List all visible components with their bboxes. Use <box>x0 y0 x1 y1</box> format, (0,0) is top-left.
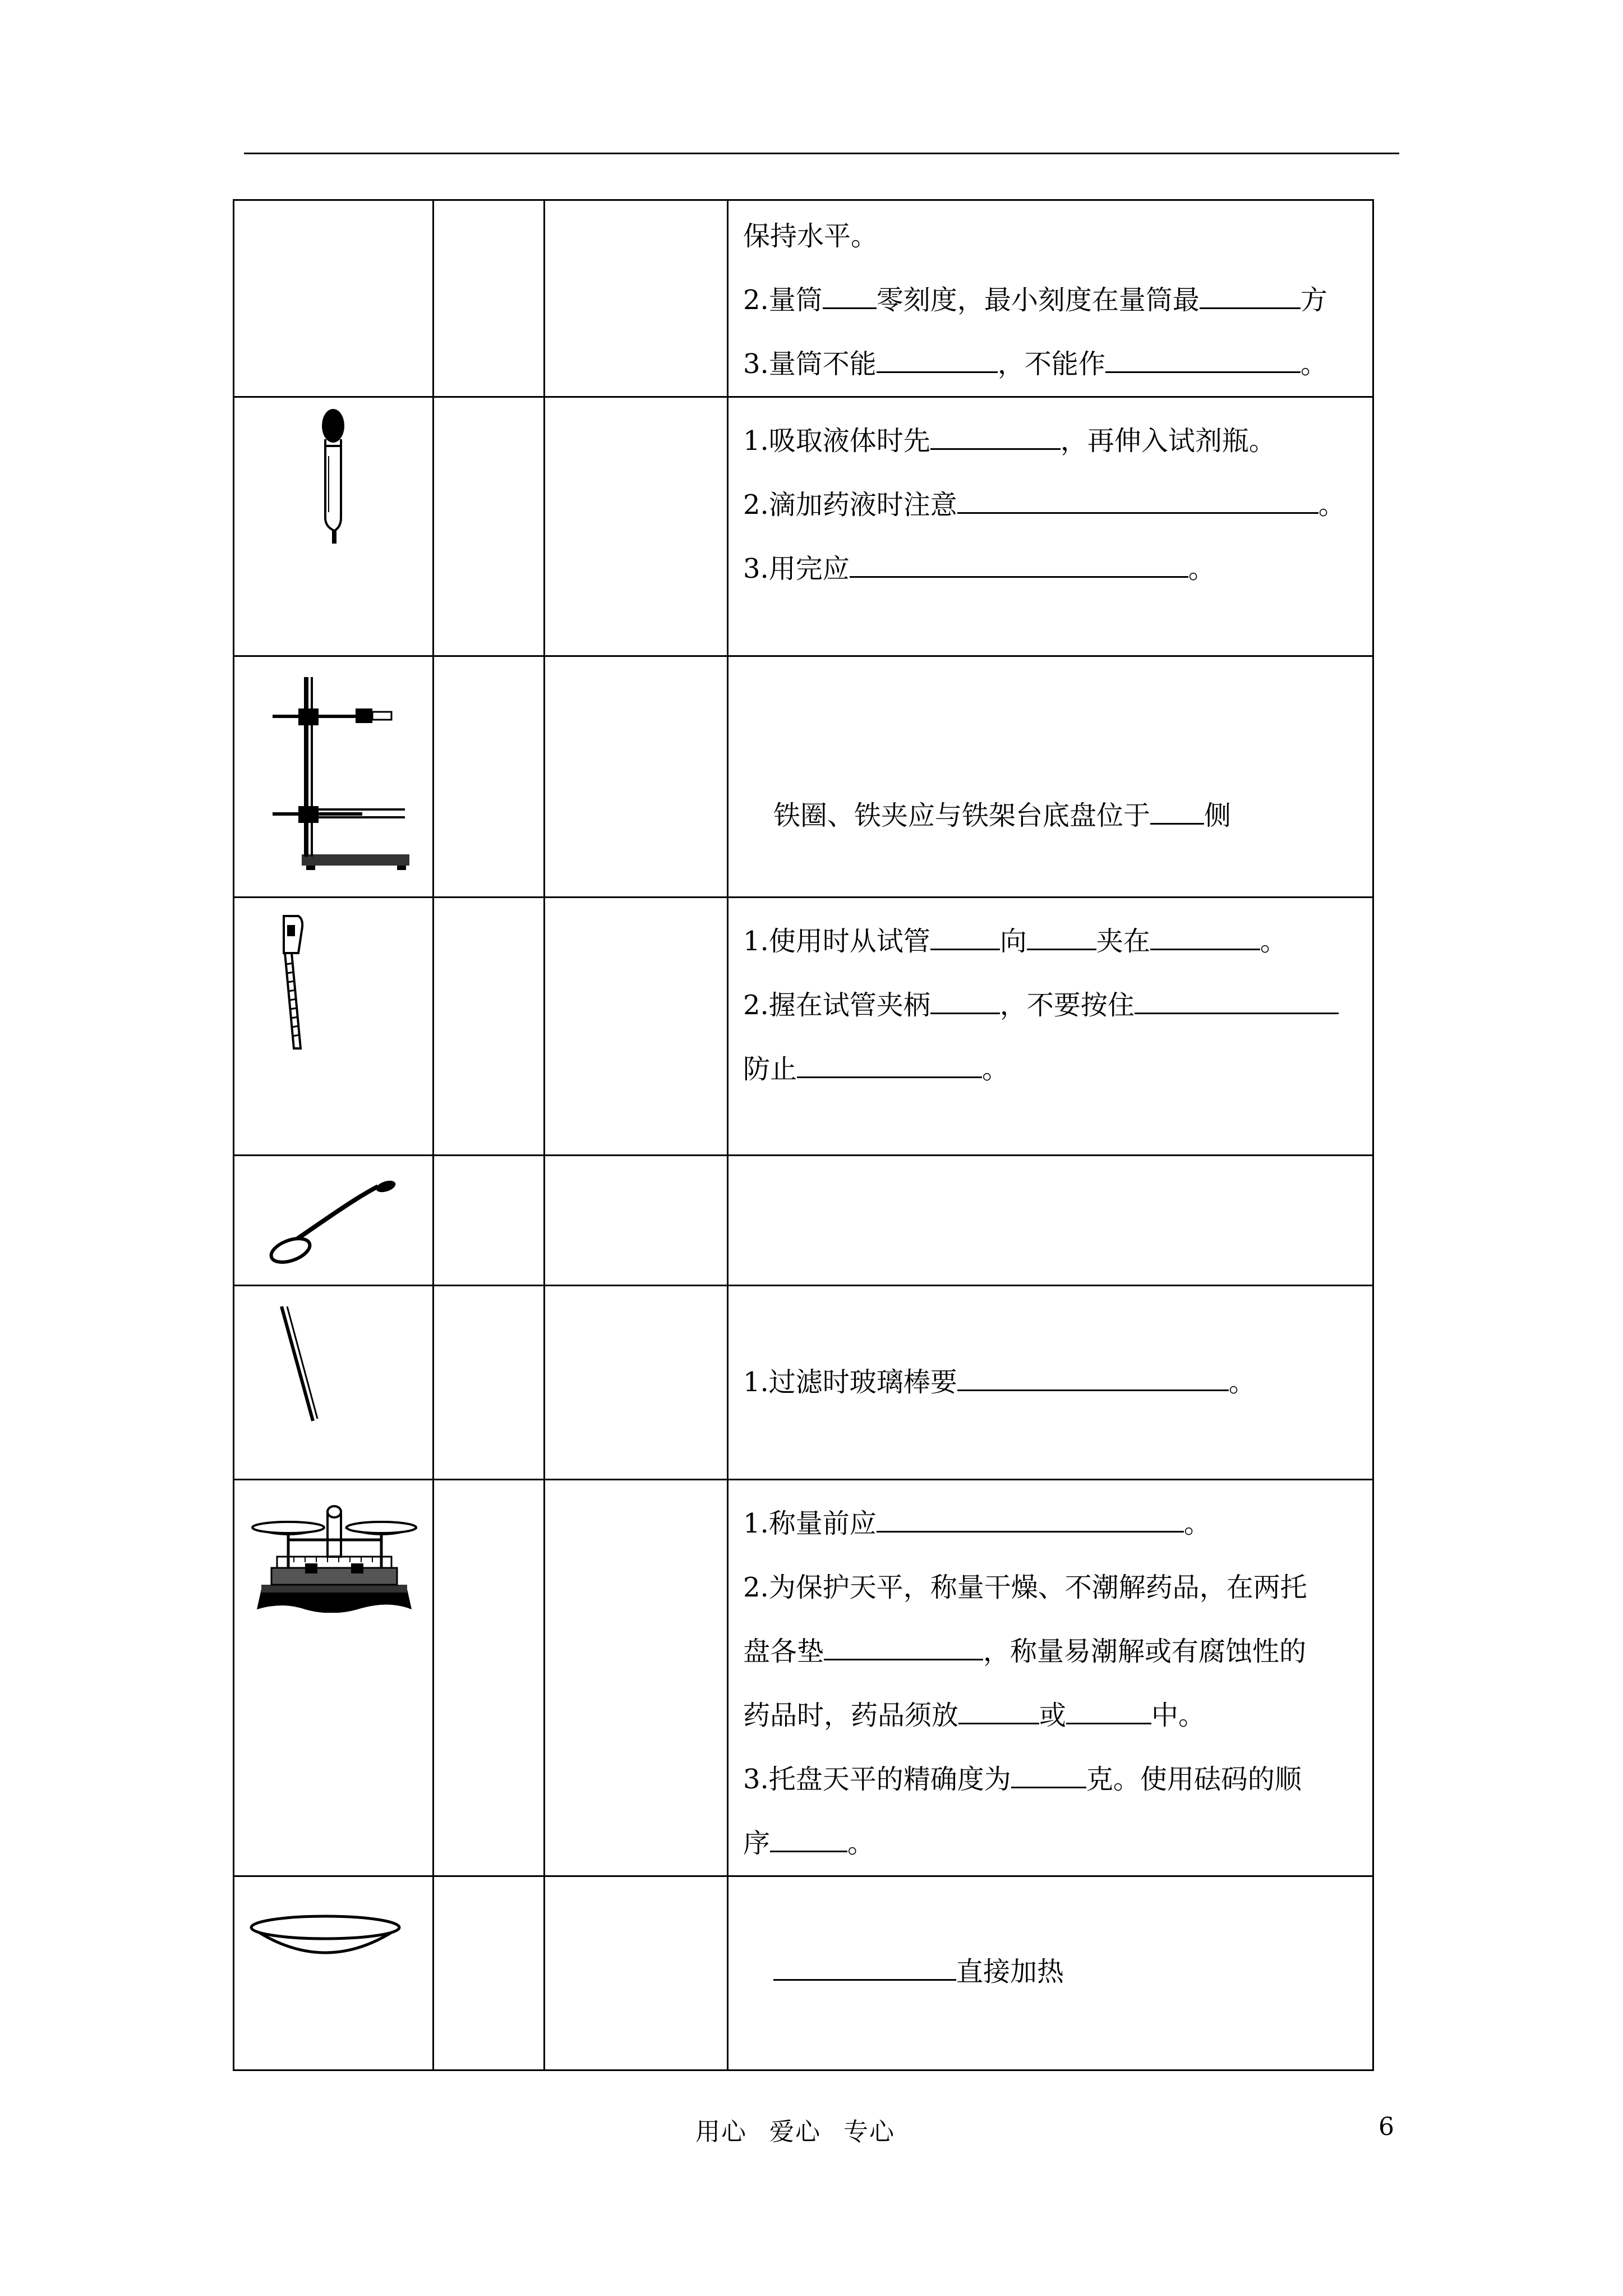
note-text: 3.用完应 <box>743 553 850 585</box>
instrument-image-cell <box>234 1480 434 1876</box>
note-text: 1.称量前应 <box>743 1508 877 1539</box>
instrument-image-cell <box>234 656 434 898</box>
fill-blank[interactable] <box>773 1948 956 1981</box>
note-text: 零刻度，最小刻度在量筒最 <box>876 284 1200 316</box>
notes-cell <box>728 1480 1373 1876</box>
note-text: 。 <box>1183 1508 1211 1539</box>
medicine-spoon-icon <box>266 1179 406 1268</box>
fill-blank[interactable] <box>824 1627 983 1660</box>
notes-cell <box>728 1286 1373 1480</box>
name-cell <box>434 898 545 1156</box>
notes-cell <box>728 397 1373 656</box>
note-text: 盘各垫 <box>743 1636 824 1667</box>
fill-blank[interactable] <box>877 1499 1184 1533</box>
notes-cell <box>728 656 1373 898</box>
fill-blank[interactable] <box>1066 1691 1151 1724</box>
table-row <box>234 1156 1373 1286</box>
fill-blank[interactable] <box>1200 276 1301 309</box>
note-text: 。 <box>1228 1366 1256 1398</box>
iron-stand-icon <box>273 677 413 877</box>
note-text: ，不能作 <box>997 348 1105 380</box>
instrument-table <box>233 199 1374 2071</box>
fill-blank[interactable] <box>930 981 1000 1014</box>
notes-cell <box>728 200 1373 397</box>
note-text: ，不要按住 <box>999 990 1135 1021</box>
note-text: 铁圈、铁夹应与铁架台底盘位于 <box>773 800 1151 831</box>
fill-blank[interactable] <box>877 340 998 373</box>
fill-blank[interactable] <box>1105 340 1301 373</box>
note-text: 3.托盘天平的精确度为 <box>743 1764 1011 1795</box>
note-text: 夹在 <box>1096 926 1150 957</box>
page-number: 6 <box>1378 2113 1394 2141</box>
note-text: 。 <box>847 1828 875 1859</box>
fill-blank[interactable] <box>770 1819 847 1852</box>
fill-blank[interactable] <box>797 1045 982 1078</box>
note-text: 2.量筒 <box>743 284 823 316</box>
motto-word: 专心 <box>843 2118 895 2146</box>
use-cell <box>545 397 728 656</box>
note-text: 。 <box>1300 348 1327 380</box>
note-text: 。 <box>1260 926 1287 957</box>
notes-cell <box>728 1876 1373 2070</box>
table-row <box>234 200 1373 397</box>
fill-blank[interactable] <box>1150 917 1260 950</box>
notes-cell <box>728 1156 1373 1286</box>
name-cell <box>434 397 545 656</box>
note-text: 药品时，药品须放 <box>743 1700 959 1731</box>
evaporating-dish-icon <box>247 1911 404 1967</box>
table-row <box>234 1876 1373 2070</box>
fill-blank[interactable] <box>957 481 1318 514</box>
use-cell <box>545 1480 728 1876</box>
note-text: 保持水平。 <box>743 220 878 252</box>
note-text: 2.握在试管夹柄 <box>743 990 930 1021</box>
fill-blank[interactable] <box>930 417 1061 450</box>
footer-motto <box>695 2111 917 2147</box>
glass-rod-icon <box>276 1303 321 1427</box>
note-text: 1.过滤时玻璃棒要 <box>743 1366 957 1398</box>
note-text: 2.滴加药液时注意 <box>743 489 957 521</box>
note-text: 1.使用时从试管 <box>743 926 930 957</box>
note-text: 1.吸取液体时先 <box>743 425 930 457</box>
instrument-image-cell <box>234 898 434 1156</box>
note-text: ，称量易潮解或有腐蚀性的 <box>983 1636 1307 1667</box>
fill-blank[interactable] <box>957 1358 1229 1391</box>
fill-blank[interactable] <box>850 545 1188 578</box>
dropper-icon <box>317 406 351 546</box>
name-cell <box>434 656 545 898</box>
fill-blank[interactable] <box>1027 917 1096 950</box>
table-row <box>234 656 1373 898</box>
note-text: 2.为保护天平，称量干燥、不潮解药品，在两托 <box>743 1572 1307 1603</box>
motto-word: 用心 <box>695 2118 747 2146</box>
header-rule <box>244 153 1399 154</box>
fill-blank[interactable] <box>1011 1755 1086 1788</box>
use-cell <box>545 656 728 898</box>
note-text: 。 <box>982 1053 1009 1085</box>
note-text: 序 <box>743 1828 771 1859</box>
instrument-image-cell <box>234 397 434 656</box>
fill-blank[interactable] <box>1135 981 1339 1014</box>
name-cell <box>434 1480 545 1876</box>
name-cell <box>434 1286 545 1480</box>
table-row <box>234 1480 1373 1876</box>
instrument-image-cell <box>234 1876 434 2070</box>
table-row <box>234 1286 1373 1480</box>
test-tube-holder-icon <box>276 914 310 1054</box>
notes-cell <box>728 898 1373 1156</box>
instrument-image-cell <box>234 200 434 397</box>
note-text: 或 <box>1039 1700 1067 1731</box>
note-text: 方 <box>1300 284 1327 316</box>
note-text: 中。 <box>1151 1700 1206 1731</box>
use-cell <box>545 1876 728 2070</box>
balance-icon <box>249 1501 417 1613</box>
fill-blank[interactable] <box>1150 792 1204 825</box>
note-text: 克。使用砝码的顺 <box>1086 1764 1302 1795</box>
note-text: 。 <box>1318 489 1345 521</box>
fill-blank[interactable] <box>823 276 877 309</box>
use-cell <box>545 200 728 397</box>
name-cell <box>434 1156 545 1286</box>
note-text: 直接加热 <box>956 1956 1064 1987</box>
table-row <box>234 898 1373 1156</box>
instrument-image-cell <box>234 1286 434 1480</box>
name-cell <box>434 200 545 397</box>
table-row <box>234 397 1373 656</box>
motto-word: 爱心 <box>769 2118 821 2146</box>
instrument-image-cell <box>234 1156 434 1286</box>
name-cell <box>434 1876 545 2070</box>
use-cell <box>545 1286 728 1480</box>
note-text: 3.量筒不能 <box>743 348 877 380</box>
note-text: 侧 <box>1204 800 1232 831</box>
note-text: 防止 <box>743 1053 797 1085</box>
note-text: 向 <box>999 926 1027 957</box>
use-cell <box>545 1156 728 1286</box>
note-text: 。 <box>1188 553 1215 585</box>
fill-blank[interactable] <box>958 1691 1039 1724</box>
fill-blank[interactable] <box>930 917 1000 950</box>
use-cell <box>545 898 728 1156</box>
note-text: ，再伸入试剂瓶。 <box>1060 425 1276 457</box>
